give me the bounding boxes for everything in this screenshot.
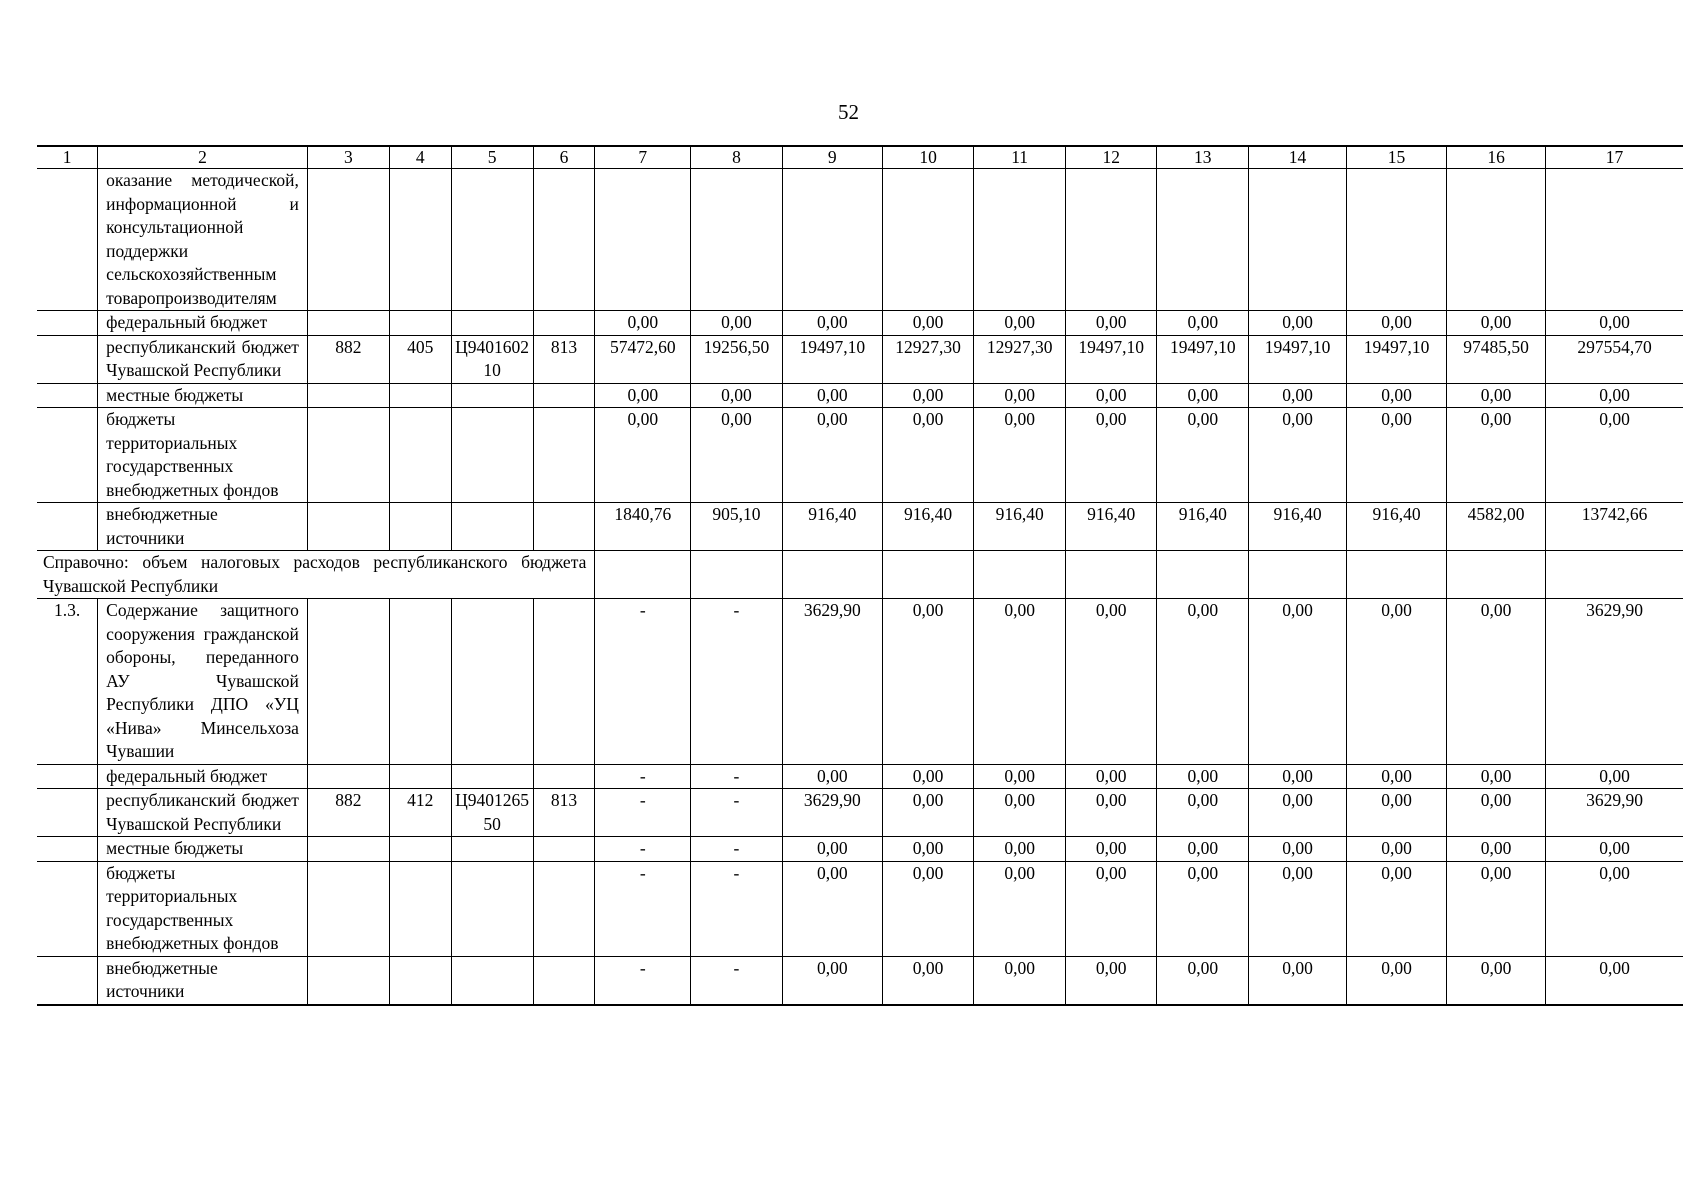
row-label: бюджеты территориальных государственных внебюджетных фондов xyxy=(98,861,308,956)
row-number xyxy=(37,503,98,551)
value-cell-col17: 297554,70 xyxy=(1546,335,1683,383)
row-number xyxy=(37,789,98,837)
cell-col3: 882 xyxy=(307,335,389,383)
cell-col4 xyxy=(389,169,451,311)
value-cell-col16 xyxy=(1447,169,1546,311)
value-cell-col14: 0,00 xyxy=(1249,861,1347,956)
value-cell-col17: 0,00 xyxy=(1546,383,1683,408)
value-cell-col15 xyxy=(1346,169,1446,311)
cell-col3 xyxy=(307,764,389,789)
value-cell-col17: 0,00 xyxy=(1546,408,1683,503)
cell-col6 xyxy=(533,503,595,551)
value-cell-col16: 0,00 xyxy=(1447,837,1546,862)
value-cell-col15: 0,00 xyxy=(1346,408,1446,503)
value-cell-col10: 0,00 xyxy=(882,861,974,956)
value-cell-col13 xyxy=(1157,169,1249,311)
column-header-9: 9 xyxy=(782,146,882,169)
row-number xyxy=(37,408,98,503)
value-cell-col8: 0,00 xyxy=(691,383,783,408)
value-cell-col16: 0,00 xyxy=(1447,861,1546,956)
value-cell-col11: 0,00 xyxy=(974,311,1066,336)
row-label: бюджеты территориальных государственных внебюджетных фондов xyxy=(98,408,308,503)
table-row xyxy=(37,789,1683,837)
cell-col4: 412 xyxy=(389,789,451,837)
value-cell-col9: 0,00 xyxy=(782,764,882,789)
cell-col6 xyxy=(533,383,595,408)
value-cell-col9: 0,00 xyxy=(782,837,882,862)
value-cell-col14: 0,00 xyxy=(1249,837,1347,862)
value-cell-col9: 0,00 xyxy=(782,408,882,503)
table-row xyxy=(37,599,1683,765)
value-cell-col11: 916,40 xyxy=(974,503,1066,551)
value-cell-col8: 0,00 xyxy=(691,311,783,336)
value-cell-col9 xyxy=(782,551,882,599)
column-header-17: 17 xyxy=(1546,146,1683,169)
cell-col5: Ц940160210 xyxy=(451,335,533,383)
value-cell-col8: - xyxy=(691,599,783,765)
value-cell-col11: 0,00 xyxy=(974,599,1066,765)
table-row xyxy=(37,551,1683,599)
value-cell-col17: 0,00 xyxy=(1546,837,1683,862)
value-cell-col13: 0,00 xyxy=(1157,861,1249,956)
value-cell-col8: 19256,50 xyxy=(691,335,783,383)
value-cell-col9: 0,00 xyxy=(782,311,882,336)
column-header-14: 14 xyxy=(1249,146,1347,169)
value-cell-col13: 0,00 xyxy=(1157,956,1249,1005)
row-label: местные бюджеты xyxy=(98,837,308,862)
table-row xyxy=(37,861,1683,956)
row-number xyxy=(37,169,98,311)
cell-col5 xyxy=(451,311,533,336)
value-cell-col12: 0,00 xyxy=(1065,408,1157,503)
value-cell-col8 xyxy=(691,169,783,311)
row-number xyxy=(37,764,98,789)
cell-col4 xyxy=(389,408,451,503)
cell-col3 xyxy=(307,169,389,311)
value-cell-col10: 0,00 xyxy=(882,408,974,503)
cell-col6 xyxy=(533,861,595,956)
header-row xyxy=(37,146,1683,169)
value-cell-col16: 0,00 xyxy=(1447,764,1546,789)
value-cell-col10: 0,00 xyxy=(882,789,974,837)
column-header-4: 4 xyxy=(389,146,451,169)
value-cell-col9: 3629,90 xyxy=(782,599,882,765)
cell-col6 xyxy=(533,599,595,765)
column-header-7: 7 xyxy=(595,146,691,169)
value-cell-col12: 0,00 xyxy=(1065,837,1157,862)
value-cell-col9: 0,00 xyxy=(782,956,882,1005)
cell-col6: 813 xyxy=(533,335,595,383)
cell-col3 xyxy=(307,956,389,1005)
cell-col6 xyxy=(533,311,595,336)
value-cell-col10: 0,00 xyxy=(882,837,974,862)
value-cell-col15: 0,00 xyxy=(1346,599,1446,765)
value-cell-col11: 0,00 xyxy=(974,861,1066,956)
value-cell-col7: 0,00 xyxy=(595,311,691,336)
value-cell-col15: 0,00 xyxy=(1346,311,1446,336)
value-cell-col7: 0,00 xyxy=(595,383,691,408)
table-row xyxy=(37,408,1683,503)
value-cell-col8: - xyxy=(691,956,783,1005)
value-cell-col11 xyxy=(974,551,1066,599)
value-cell-col14: 916,40 xyxy=(1249,503,1347,551)
column-header-12: 12 xyxy=(1065,146,1157,169)
value-cell-col17: 13742,66 xyxy=(1546,503,1683,551)
value-cell-col8: - xyxy=(691,837,783,862)
cell-col5 xyxy=(451,861,533,956)
value-cell-col14: 0,00 xyxy=(1249,311,1347,336)
value-cell-col16: 4582,00 xyxy=(1447,503,1546,551)
column-header-15: 15 xyxy=(1346,146,1446,169)
value-cell-col11: 0,00 xyxy=(974,408,1066,503)
value-cell-col14: 0,00 xyxy=(1249,764,1347,789)
value-cell-col7 xyxy=(595,169,691,311)
value-cell-col12: 0,00 xyxy=(1065,789,1157,837)
value-cell-col13: 0,00 xyxy=(1157,837,1249,862)
value-cell-col7: - xyxy=(595,956,691,1005)
value-cell-col16: 0,00 xyxy=(1447,408,1546,503)
value-cell-col8: 0,00 xyxy=(691,408,783,503)
cell-col5 xyxy=(451,503,533,551)
value-cell-col14: 19497,10 xyxy=(1249,335,1347,383)
row-label: федеральный бюджет xyxy=(98,311,308,336)
row-label: Содержание защитного сооружения гражданской обороны, переданного АУ Чувашской Республики ДПО «УЦ «Нива» Минсельхоза Чувашии xyxy=(98,599,308,765)
value-cell-col12: 0,00 xyxy=(1065,956,1157,1005)
value-cell-col14: 0,00 xyxy=(1249,383,1347,408)
value-cell-col12: 916,40 xyxy=(1065,503,1157,551)
cell-col4 xyxy=(389,764,451,789)
value-cell-col11: 0,00 xyxy=(974,956,1066,1005)
table-row xyxy=(37,503,1683,551)
value-cell-col13: 0,00 xyxy=(1157,764,1249,789)
value-cell-col10: 0,00 xyxy=(882,956,974,1005)
table-row xyxy=(37,956,1683,1005)
value-cell-col7: 0,00 xyxy=(595,408,691,503)
value-cell-col12: 0,00 xyxy=(1065,311,1157,336)
value-cell-col9: 0,00 xyxy=(782,383,882,408)
value-cell-col11: 12927,30 xyxy=(974,335,1066,383)
cell-col3 xyxy=(307,503,389,551)
cell-col4 xyxy=(389,599,451,765)
row-label: республиканский бюджет Чувашской Республики xyxy=(98,335,308,383)
column-header-5: 5 xyxy=(451,146,533,169)
cell-col5 xyxy=(451,599,533,765)
column-header-16: 16 xyxy=(1447,146,1546,169)
value-cell-col17 xyxy=(1546,551,1683,599)
value-cell-col14 xyxy=(1249,169,1347,311)
cell-col5 xyxy=(451,408,533,503)
value-cell-col12: 0,00 xyxy=(1065,764,1157,789)
row-number xyxy=(37,861,98,956)
value-cell-col7: - xyxy=(595,861,691,956)
value-cell-col12: 0,00 xyxy=(1065,861,1157,956)
column-header-10: 10 xyxy=(882,146,974,169)
table-row xyxy=(37,837,1683,862)
value-cell-col14 xyxy=(1249,551,1347,599)
value-cell-col11: 0,00 xyxy=(974,383,1066,408)
value-cell-col10: 0,00 xyxy=(882,311,974,336)
value-cell-col16: 0,00 xyxy=(1447,956,1546,1005)
cell-col3 xyxy=(307,861,389,956)
cell-col4 xyxy=(389,861,451,956)
column-header-6: 6 xyxy=(533,146,595,169)
value-cell-col9: 916,40 xyxy=(782,503,882,551)
value-cell-col15 xyxy=(1346,551,1446,599)
cell-col4 xyxy=(389,956,451,1005)
table-row xyxy=(37,335,1683,383)
row-label: внебюджетные источники xyxy=(98,503,308,551)
value-cell-col14: 0,00 xyxy=(1249,789,1347,837)
value-cell-col14: 0,00 xyxy=(1249,956,1347,1005)
row-label: республиканский бюджет Чувашской Республики xyxy=(98,789,308,837)
value-cell-col13: 0,00 xyxy=(1157,408,1249,503)
column-header-8: 8 xyxy=(691,146,783,169)
value-cell-col11: 0,00 xyxy=(974,837,1066,862)
value-cell-col7: - xyxy=(595,599,691,765)
value-cell-col10 xyxy=(882,551,974,599)
value-cell-col12 xyxy=(1065,551,1157,599)
value-cell-col14: 0,00 xyxy=(1249,408,1347,503)
value-cell-col17: 0,00 xyxy=(1546,956,1683,1005)
cell-col3: 882 xyxy=(307,789,389,837)
value-cell-col9: 3629,90 xyxy=(782,789,882,837)
cell-col3 xyxy=(307,408,389,503)
row-label: федеральный бюджет xyxy=(98,764,308,789)
cell-col6: 813 xyxy=(533,789,595,837)
cell-col4 xyxy=(389,383,451,408)
cell-col3 xyxy=(307,311,389,336)
value-cell-col9: 0,00 xyxy=(782,861,882,956)
value-cell-col10 xyxy=(882,169,974,311)
value-cell-col10: 0,00 xyxy=(882,764,974,789)
cell-col3 xyxy=(307,837,389,862)
value-cell-col15: 0,00 xyxy=(1346,956,1446,1005)
cell-col5 xyxy=(451,837,533,862)
value-cell-col7 xyxy=(595,551,691,599)
cell-col6 xyxy=(533,956,595,1005)
value-cell-col8: 905,10 xyxy=(691,503,783,551)
row-label: оказание методической, информационной и консультационной поддержки сельскохозяйственным товаропроизводителям xyxy=(98,169,308,311)
value-cell-col9: 19497,10 xyxy=(782,335,882,383)
value-cell-col15: 916,40 xyxy=(1346,503,1446,551)
cell-col5 xyxy=(451,764,533,789)
cell-col5 xyxy=(451,169,533,311)
cell-col4: 405 xyxy=(389,335,451,383)
value-cell-col10: 12927,30 xyxy=(882,335,974,383)
row-number: 1.3. xyxy=(37,599,98,765)
value-cell-col16 xyxy=(1447,551,1546,599)
value-cell-col17: 0,00 xyxy=(1546,311,1683,336)
value-cell-col13 xyxy=(1157,551,1249,599)
value-cell-col13: 0,00 xyxy=(1157,383,1249,408)
value-cell-col15: 0,00 xyxy=(1346,837,1446,862)
value-cell-col7: - xyxy=(595,837,691,862)
cell-col6 xyxy=(533,169,595,311)
cell-col4 xyxy=(389,503,451,551)
cell-col3 xyxy=(307,599,389,765)
value-cell-col16: 97485,50 xyxy=(1447,335,1546,383)
value-cell-col7: 57472,60 xyxy=(595,335,691,383)
value-cell-col9 xyxy=(782,169,882,311)
value-cell-col13: 0,00 xyxy=(1157,789,1249,837)
column-header-13: 13 xyxy=(1157,146,1249,169)
value-cell-col16: 0,00 xyxy=(1447,789,1546,837)
value-cell-col12: 0,00 xyxy=(1065,383,1157,408)
value-cell-col11: 0,00 xyxy=(974,764,1066,789)
value-cell-col17: 3629,90 xyxy=(1546,789,1683,837)
value-cell-col16: 0,00 xyxy=(1447,383,1546,408)
value-cell-col7: - xyxy=(595,764,691,789)
value-cell-col17: 0,00 xyxy=(1546,764,1683,789)
column-header-1: 1 xyxy=(37,146,98,169)
value-cell-col13: 19497,10 xyxy=(1157,335,1249,383)
value-cell-col15: 0,00 xyxy=(1346,383,1446,408)
value-cell-col7: - xyxy=(595,789,691,837)
value-cell-col17: 3629,90 xyxy=(1546,599,1683,765)
value-cell-col8: - xyxy=(691,789,783,837)
row-number xyxy=(37,335,98,383)
value-cell-col14: 0,00 xyxy=(1249,599,1347,765)
cell-col5: Ц940126550 xyxy=(451,789,533,837)
value-cell-col10: 0,00 xyxy=(882,599,974,765)
value-cell-col15: 19497,10 xyxy=(1346,335,1446,383)
value-cell-col15: 0,00 xyxy=(1346,764,1446,789)
value-cell-col13: 0,00 xyxy=(1157,311,1249,336)
value-cell-col7: 1840,76 xyxy=(595,503,691,551)
table-row xyxy=(37,169,1683,311)
value-cell-col15: 0,00 xyxy=(1346,789,1446,837)
value-cell-col13: 916,40 xyxy=(1157,503,1249,551)
table-row xyxy=(37,383,1683,408)
value-cell-col8 xyxy=(691,551,783,599)
row-label: местные бюджеты xyxy=(98,383,308,408)
value-cell-col8: - xyxy=(691,861,783,956)
cell-col4 xyxy=(389,837,451,862)
value-cell-col11 xyxy=(974,169,1066,311)
cell-col5 xyxy=(451,383,533,408)
value-cell-col12: 19497,10 xyxy=(1065,335,1157,383)
value-cell-col8: - xyxy=(691,764,783,789)
value-cell-col16: 0,00 xyxy=(1447,599,1546,765)
value-cell-col17: 0,00 xyxy=(1546,861,1683,956)
value-cell-col16: 0,00 xyxy=(1447,311,1546,336)
row-number xyxy=(37,383,98,408)
row-number xyxy=(37,837,98,862)
column-header-11: 11 xyxy=(974,146,1066,169)
row-label: внебюджетные источники xyxy=(98,956,308,1005)
value-cell-col11: 0,00 xyxy=(974,789,1066,837)
cell-col6 xyxy=(533,837,595,862)
value-cell-col12 xyxy=(1065,169,1157,311)
value-cell-col15: 0,00 xyxy=(1346,861,1446,956)
table-row xyxy=(37,764,1683,789)
cell-col3 xyxy=(307,383,389,408)
page-number: 52 xyxy=(838,100,859,124)
cell-col5 xyxy=(451,956,533,1005)
value-cell-col10: 916,40 xyxy=(882,503,974,551)
row-number xyxy=(37,311,98,336)
value-cell-col10: 0,00 xyxy=(882,383,974,408)
cell-col6 xyxy=(533,408,595,503)
column-header-3: 3 xyxy=(307,146,389,169)
cell-col4 xyxy=(389,311,451,336)
cell-col6 xyxy=(533,764,595,789)
column-header-2: 2 xyxy=(98,146,308,169)
budget-table xyxy=(37,145,1683,1006)
table-row xyxy=(37,311,1683,336)
row-number xyxy=(37,956,98,1005)
value-cell-col13: 0,00 xyxy=(1157,599,1249,765)
value-cell-col12: 0,00 xyxy=(1065,599,1157,765)
reference-note: Справочно: объем налоговых расходов республиканского бюджета Чувашской Республики xyxy=(37,551,595,599)
value-cell-col17 xyxy=(1546,169,1683,311)
